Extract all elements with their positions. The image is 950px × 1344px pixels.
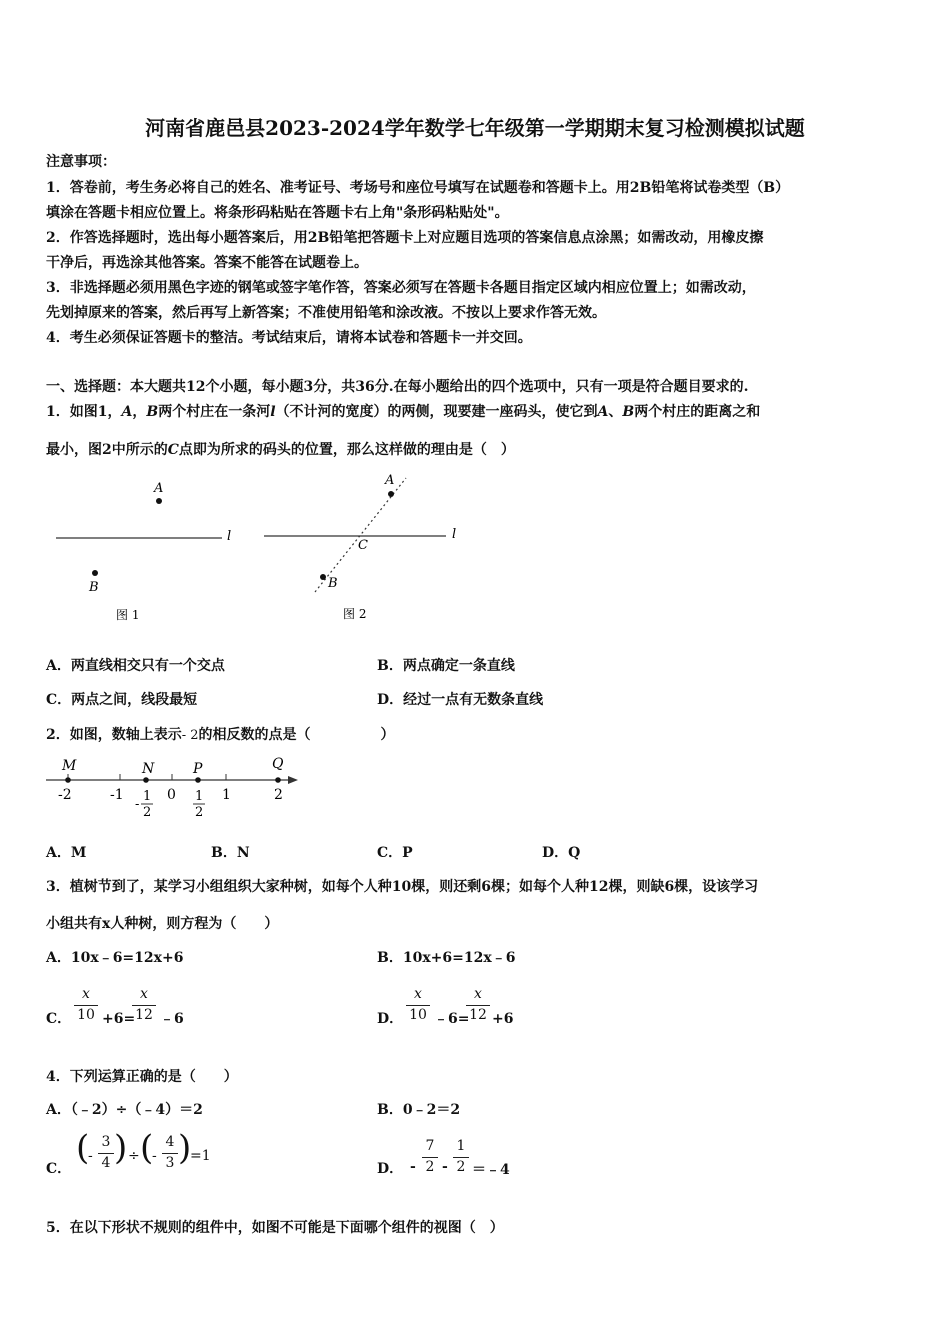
notice-heading: 注意事项： <box>46 154 116 170</box>
frac-den: 12 <box>469 1007 487 1023</box>
q1-var: B <box>622 404 635 420</box>
frac-den: 2 <box>456 1159 466 1175</box>
q3-d-end: +6 <box>492 1011 514 1027</box>
q1-text: 两个村庄的距离之和 <box>634 404 761 420</box>
q2-stem <box>46 725 395 746</box>
q3-stem-line1: 3．植树节到了，某学习小组组织大家种树，如每个人种10棵，则还剩6棵；如每个人种12棵，则缺6棵，设该学习 <box>46 879 759 895</box>
notice-line-3a: 3．非选择题必须用黑色字迹的钢笔或签字笔作答，答案必须写在答题卡各题目指定区域内相应位置上；如需改动， <box>46 280 756 296</box>
q4-option-b: B．0﹣2＝2 <box>377 1102 461 1118</box>
notice-line-2b: 干净后，再选涂其他答案。答案不能答在试题卷上。 <box>46 255 368 271</box>
q4-c-frac2 <box>162 1134 178 1173</box>
q2-option-a: A．M <box>46 845 87 861</box>
point-q <box>275 777 281 783</box>
frac-bar <box>406 1005 430 1006</box>
q4-option-d-label: D． <box>377 1161 404 1177</box>
frac-num: x <box>474 986 482 1002</box>
caption-fig1: 图 1 <box>116 608 140 622</box>
label-l-fig1: l <box>227 529 232 544</box>
point-b-fig1 <box>92 570 98 576</box>
tick-label-minus2: -2 <box>58 787 72 803</box>
q1-option-a: A．两直线相交只有一个交点 <box>46 658 225 674</box>
frac-num: 1 <box>456 1138 466 1154</box>
tick-label-2: 2 <box>274 787 283 803</box>
frac-num: 3 <box>101 1134 111 1150</box>
left-paren: ( <box>140 1128 154 1168</box>
q1-var: l <box>270 404 276 420</box>
frac-den: 4 <box>101 1155 111 1171</box>
q2-option-c: C．P <box>377 845 413 861</box>
minus-sign: - <box>442 1159 448 1175</box>
q1-var: A <box>597 404 609 420</box>
frac-den: 2 <box>425 1159 435 1175</box>
frac-neg-sign: - <box>135 797 140 812</box>
label-q: Q <box>272 756 284 772</box>
q1-text: 点即为所求的码头的位置，那么这样做的理由是（ ） <box>178 442 515 458</box>
q3-stem-line2: 小组共有x人种树，则方程为（ ） <box>46 916 279 932</box>
label-p: P <box>193 761 203 777</box>
label-l-fig2: l <box>452 527 457 542</box>
q2-text: 2．如图，数轴上表示 <box>46 727 182 743</box>
q2-option-b: B．N <box>211 845 250 861</box>
q3-d-mid: ﹣6= <box>434 1011 470 1027</box>
neg-sign: - <box>152 1148 157 1164</box>
point-a-fig1 <box>156 498 162 504</box>
q4-d-frac1 <box>422 1138 438 1177</box>
point-n <box>143 777 149 783</box>
notice-line-3b: 先划掉原来的答案，然后再写上新答案；不准使用铅笔和涂改液。不按以上要求作答无效。 <box>46 305 606 321</box>
q2-text: 的相反数的点是（ ） <box>198 727 395 743</box>
section-heading: 一、选择题：本大题共12个小题，每小题3分，共36分.在每小题给出的四个选项中，只有一项是符合题目要求的. <box>46 379 749 395</box>
frac-bar <box>466 1005 490 1006</box>
q4-d-expression <box>408 1138 538 1188</box>
q1-text: 两个村庄在一条河 <box>158 404 271 420</box>
q5-stem: 5．在以下形状不规则的组件中，如图不可能是下面哪个组件的视图（ ） <box>46 1220 504 1236</box>
frac-pos-num: 1 <box>195 789 204 804</box>
q4-option-a: A．（﹣2）÷（﹣4）＝2 <box>46 1102 203 1118</box>
notice-line-4: 4．考生必须保证答题卡的整洁。考试结束后，请将本试卷和答题卡一并交回。 <box>46 330 532 346</box>
frac-den: 10 <box>77 1007 95 1023</box>
q1-text: （不计河的宽度）的两侧，现要建一座码头，使它到 <box>275 404 598 420</box>
notice-line-2a: 2．作答选择题时，选出每小题答案后，用2B铅笔把答题卡上对应题目选项的答案信息点涂黑；如需改动，用橡皮擦 <box>46 230 764 246</box>
page-title: 河南省鹿邑县2023-2024学年数学七年级第一学期期末复习检测模拟试题 <box>145 116 805 140</box>
label-a-fig2: A <box>385 473 395 488</box>
frac-num: x <box>82 986 90 1002</box>
caption-fig2: 图 2 <box>343 607 367 621</box>
label-n: N <box>142 761 155 777</box>
label-m: M <box>62 758 77 774</box>
q3-option-d-label: D． <box>377 1011 404 1027</box>
q4-c-frac1 <box>98 1134 114 1173</box>
q1-option-c: C．两点之间，线段最短 <box>46 692 198 708</box>
point-a-fig2 <box>388 491 394 497</box>
point-p <box>195 777 201 783</box>
q3-d-frac2 <box>466 986 490 1025</box>
frac-bar <box>162 1153 178 1154</box>
frac-bar <box>74 1005 98 1006</box>
q3-option-b: B．10x+6=12x﹣6 <box>377 950 516 966</box>
frac-bar <box>132 1005 156 1006</box>
q2-option-d: D．Q <box>542 845 581 861</box>
tick-label-0: 0 <box>167 787 176 803</box>
axis-arrow <box>288 776 298 784</box>
label-a-fig1: A <box>154 481 164 496</box>
q1-text: 最小，图2中所示的 <box>46 442 168 458</box>
point-m <box>65 777 71 783</box>
q1-figure <box>40 470 480 630</box>
tick-label-minus1: -1 <box>110 787 124 803</box>
q3-option-a: A．10x﹣6=12x+6 <box>46 950 184 966</box>
equals-result: ＝﹣4 <box>472 1162 510 1178</box>
notice-line-1a: 1．答卷前，考生务必将自己的姓名、准考证号、考场号和座位号填写在试题卷和答题卡上。用2B铅笔将试卷类型（B） <box>46 180 790 196</box>
frac-num: x <box>140 986 148 1002</box>
q1-var: A <box>121 404 133 420</box>
notice-line-1b: 填涂在答题卡相应位置上。将条形码粘贴在答题卡右上角"条形码粘贴处"。 <box>46 205 509 221</box>
q1-option-b: B．两点确定一条直线 <box>377 658 515 674</box>
q2-number: - 2 <box>181 728 199 743</box>
frac-num: x <box>414 986 422 1002</box>
q4-c-expression <box>76 1128 226 1184</box>
neg-sign: - <box>88 1148 93 1164</box>
frac-bar <box>453 1157 469 1158</box>
frac-den: 12 <box>135 1007 153 1023</box>
label-c-fig2: C <box>358 538 368 553</box>
q1-text: 、 <box>608 404 623 420</box>
divide-sign: ÷ <box>128 1148 140 1164</box>
q3-c-frac1 <box>74 986 98 1025</box>
q1-var: C <box>167 442 179 458</box>
neg-sign: - <box>410 1159 416 1175</box>
q4-d-frac2 <box>453 1138 469 1177</box>
point-b-fig2 <box>320 574 326 580</box>
label-b-fig2: B <box>328 576 338 591</box>
q1-var: B <box>146 404 159 420</box>
left-paren: ( <box>76 1128 90 1168</box>
q1-stem-line2 <box>46 440 515 460</box>
frac-den: 3 <box>165 1155 175 1171</box>
frac-pos-den: 2 <box>195 805 204 820</box>
q1-option-d: D．经过一点有无数条直线 <box>377 692 544 708</box>
right-paren: ) <box>178 1128 192 1168</box>
q3-c-frac2 <box>132 986 156 1025</box>
tick-label-1: 1 <box>222 787 231 803</box>
q3-option-c-label: C． <box>46 1011 72 1027</box>
q3-c-end: ﹣6 <box>160 1011 184 1027</box>
frac-bar <box>98 1153 114 1154</box>
q1-text: 1．如图1， <box>46 404 122 420</box>
q3-d-frac1 <box>406 986 430 1025</box>
right-paren: ) <box>114 1128 128 1168</box>
number-line-figure <box>40 752 310 827</box>
label-b-fig1: B <box>89 580 99 595</box>
q1-text: ， <box>132 404 147 420</box>
frac-bar <box>422 1157 438 1158</box>
frac-neg-den: 2 <box>143 805 152 820</box>
equals-one: =1 <box>190 1148 211 1164</box>
q3-c-mid: +6= <box>102 1011 136 1027</box>
q4-stem: 4．下列运算正确的是（ ） <box>46 1069 238 1085</box>
frac-neg-num: 1 <box>143 789 152 804</box>
frac-num: 4 <box>165 1134 175 1150</box>
q1-stem-line1 <box>46 402 760 422</box>
frac-den: 10 <box>409 1007 427 1023</box>
frac-num: 7 <box>425 1138 435 1154</box>
q4-option-c-label: C． <box>46 1161 72 1177</box>
